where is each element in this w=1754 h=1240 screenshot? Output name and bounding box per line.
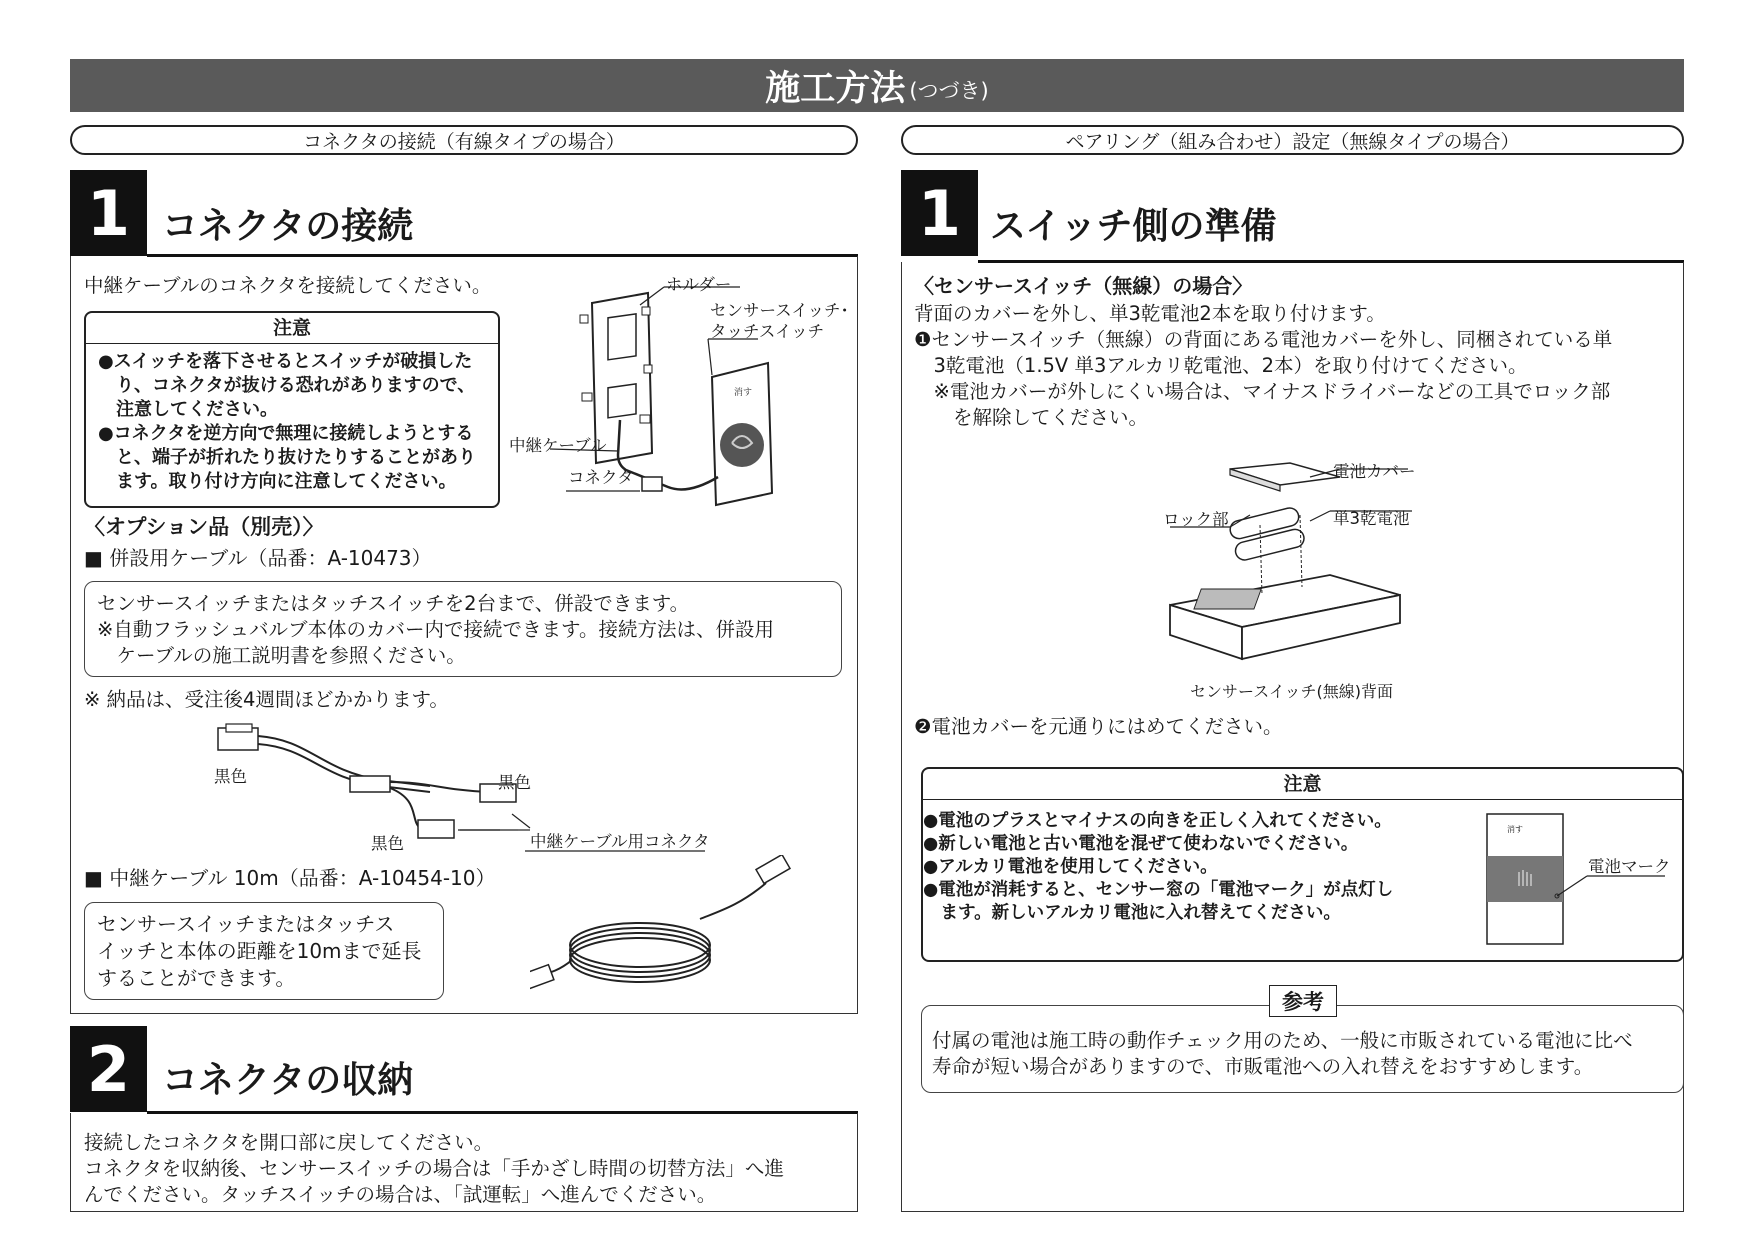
right-subheading: 〈センサースイッチ（無線）の場合〉	[914, 274, 1253, 298]
option2-box	[84, 902, 444, 1000]
delivery-note: ※ 納品は、受注後4週間ほどかかります。	[84, 688, 449, 711]
left-step2-line: んでください。タッチスイッチの場合は、「試運転」へ進んでください。	[84, 1183, 717, 1206]
option2-line: することができます。	[97, 966, 296, 990]
left-section-title: コネクタの接続（有線タイプの場合）	[70, 125, 858, 155]
right-caution-heading: 注意	[923, 769, 1682, 800]
right-item1-line: を解除してください。	[914, 406, 1149, 429]
left-step1-number: 1	[70, 170, 147, 256]
battery-back-illustration	[1150, 455, 1450, 665]
page-header	[70, 59, 1684, 112]
figure-caption: センサースイッチ(無線)背面	[1190, 682, 1394, 701]
label-connector: コネクタ	[568, 468, 634, 487]
right-caution-line: ●電池が消耗すると、センサー窓の「電池マーク」が点灯し	[923, 880, 1394, 900]
left-caution-line: ます。取り付け方向に注意してください。	[98, 471, 457, 492]
left-caution-line: り、コネクタが抜ける恐れがありますので、	[98, 375, 476, 396]
reference-line: 寿命が短い場合がありますので、市販電池への入れ替えをおすすめします。	[932, 1055, 1594, 1078]
left-caution-box	[84, 311, 500, 508]
option1-title: ■ 併設用ケーブル（品番：A-10473）	[84, 546, 432, 570]
right-item2: ❷電池カバーを元通りにはめてください。	[914, 715, 1283, 738]
right-caution-line: ●新しい電池と古い電池を混ぜて使わないでください。	[923, 834, 1359, 854]
label-switch-2: タッチスイッチ	[710, 322, 825, 341]
label-black-3: 黒色	[371, 834, 404, 853]
page-title: 施工方法	[765, 68, 906, 109]
label-aa-battery: 単3乾電池	[1333, 509, 1410, 528]
option1-line: ※自動フラッシュバルブ本体のカバー内で接続できます。接続方法は、併設用	[97, 618, 774, 641]
right-section-title: ペアリング（組み合わせ）設定（無線タイプの場合）	[901, 125, 1684, 155]
y-cable-illustration	[200, 720, 720, 840]
left-step2-number: 2	[70, 1026, 147, 1112]
left-caution-heading: 注意	[86, 313, 498, 344]
option1-box	[84, 581, 842, 677]
left-caution-line: ●スイッチを落下させるとスイッチが破損した	[98, 351, 473, 372]
right-intro: 背面のカバーを外し、単3乾電池2本を取り付けます。	[914, 302, 1386, 325]
label-black-2: 黒色	[498, 773, 531, 792]
option2-title: ■ 中継ケーブル 10m（品番：A-10454-10）	[84, 866, 496, 890]
right-item1-line: 3乾電池（1.5V 単3アルカリ乾電池、2本）を取り付けてください。	[914, 354, 1528, 377]
label-battery-mark: 電池マーク	[1588, 857, 1671, 876]
label-relay-connector: 中継ケーブル用コネクタ	[530, 832, 710, 851]
svg-text:消す: 消す	[734, 388, 753, 398]
coiled-cable-illustration	[530, 855, 840, 1005]
right-item1-line: ❶センサースイッチ（無線）の背面にある電池カバーを外し、同梱されている単	[914, 328, 1613, 351]
label-black-1: 黒色	[214, 767, 247, 786]
option2-line: イッチと本体の距離を10mまで延長	[97, 939, 422, 963]
right-caution-line: ます。新しいアルカリ電池に入れ替えてください。	[923, 903, 1341, 923]
left-caution-line: 注意してください。	[98, 399, 278, 420]
relay-connector-underline	[525, 849, 705, 853]
left-step2-line: コネクタを収納後、センサースイッチの場合は「手かざし時間の切替方法」へ進	[84, 1157, 784, 1180]
option1-line: センサースイッチまたはタッチスイッチを2台まで、併設できます。	[97, 592, 690, 615]
svg-text:消す: 消す	[1507, 825, 1523, 834]
right-caution-line: ●電池のプラスとマイナスの向きを正しく入れてください。	[923, 811, 1392, 831]
right-step1-title: スイッチ側の準備	[990, 206, 1277, 247]
left-caution-list	[86, 344, 498, 494]
right-step1-number: 1	[901, 170, 978, 256]
option2-line: センサースイッチまたはタッチス	[97, 912, 395, 936]
switch-front-illustration	[1485, 812, 1565, 947]
label-switch-1: センサースイッチ･	[710, 301, 849, 320]
left-step1-intro: 中継ケーブルのコネクタを接続してください。	[84, 274, 492, 297]
label-lock: ロック部	[1163, 510, 1229, 529]
label-battery-cover: 電池カバー	[1333, 462, 1416, 481]
left-caution-line: と、端子が折れたり抜けたりすることがあり	[98, 447, 476, 468]
left-step1-title: コネクタの接続	[162, 206, 414, 247]
right-item1-line: ※電池カバーが外しにくい場合は、マイナスドライバーなどの工具でロック部	[914, 380, 1611, 403]
reference-heading: 参考	[1269, 985, 1337, 1017]
page-subtitle: (つづき)	[909, 78, 989, 103]
label-holder: ホルダー	[666, 275, 732, 294]
reference-line: 付属の電池は施工時の動作チェック用のため、一般に市販されている電池に比べ	[932, 1029, 1633, 1052]
option1-line: ケーブルの施工説明書を参照ください。	[97, 644, 466, 667]
options-heading: 〈オプション品（別売）〉	[84, 515, 324, 539]
label-relay-cable: 中継ケーブル	[509, 436, 607, 455]
left-step2-title: コネクタの収納	[162, 1060, 414, 1101]
left-step2-line: 接続したコネクタを開口部に戻してください。	[84, 1131, 494, 1154]
left-caution-line: ●コネクタを逆方向で無理に接続しようとする	[98, 423, 474, 444]
right-caution-line: ●アルカリ電池を使用してください。	[923, 857, 1218, 877]
reference-box	[921, 1005, 1684, 1093]
